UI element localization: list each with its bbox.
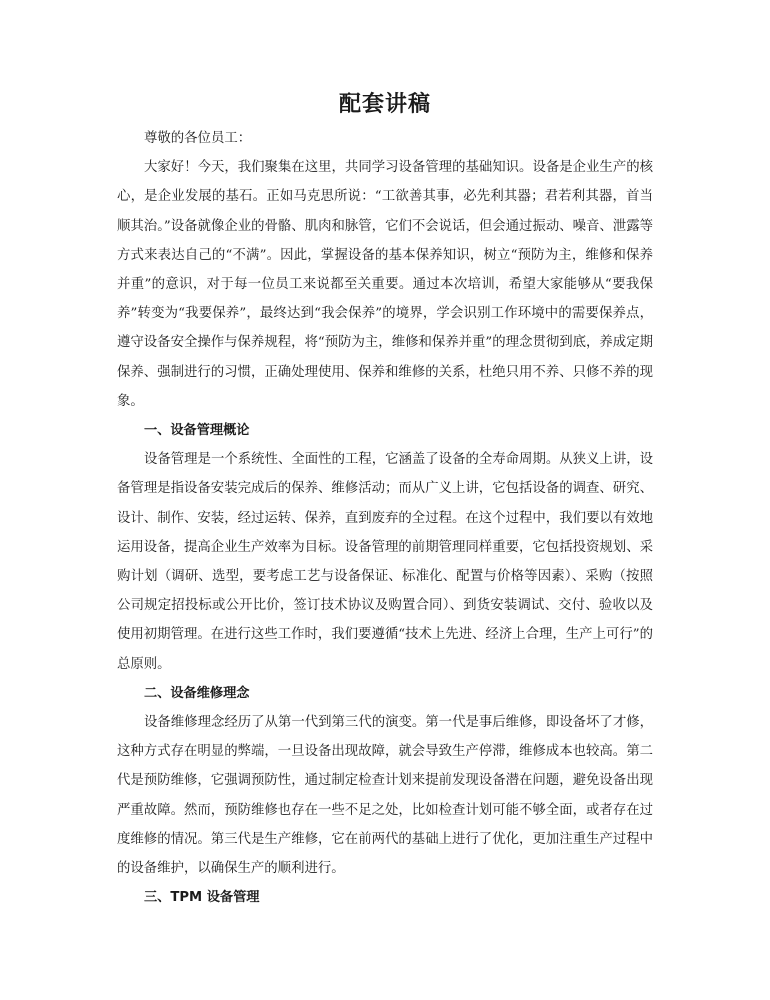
section-heading-maintenance-concept: 二、设备维修理念 <box>144 685 250 701</box>
section-heading-tpm: 三、TPM 设备管理 <box>144 890 260 906</box>
salutation: 尊敬的各位员工： <box>144 131 252 146</box>
paragraph-overview: 设备管理是一个系统性、全面性的工程，它涵盖了设备的全寿命周期。从狭义上讲，设备管理是指设备安装完成后的保养、维修活动；而从广义上讲，它包括设备的调查、研究、设计、制作、安装，经过运转、保养，直到废弃的全过程。在这个过程中，我们要以有效地运用设备，提高企业生产效率为目标。设备管理的前期管理同样重要，它包括投资规划、采购计划（调研、选型，要考虑工艺与设备保证、标准化、配置与价格等因素）、采购（按照公司规定招投标或公开比价，签订技术协议及购置合同）、到货安装调试、交付、验收以及使用初期管理。在进行这些工作时，我们要遵循“技术上先进、经济上合理，生产上可行”的总原则。 <box>117 452 653 672</box>
paragraph-intro: 大家好！今天，我们聚集在这里，共同学习设备管理的基础知识。设备是企业生产的核心，是企业发展的基石。正如马克思所说：“工欲善其事，必先利其器；君若利其器，首当顺其治。”设备就像企业的骨骼、肌肉和脉管，它们不会说话，但会通过振动、噪音、泄露等方式来表达自己的“不满”。因此，掌握设备的基本保养知识，树立“预防为主，维修和保养并重”的意识，对于每一位员工来说都至关重要。通过本次培训，希望大家能够从“要我保养”转变为“我要保养”，最终达到“我会保养”的境界，学会识别工作环境中的需要保养点，遵守设备安全操作与保养规程，将“预防为主，维修和保养并重”的理念贯彻到底，养成定期保养、强制进行的习惯，正确处理使用、保养和维修的关系，杜绝只用不养、只修不养的现象。 <box>117 160 653 409</box>
section-heading-overview: 一、设备管理概论 <box>144 423 250 439</box>
paragraph-maintenance-concept: 设备维修理念经历了从第一代到第三代的演变。第一代是事后维修，即设备坏了才修，这种方式存在明显的弊端，一旦设备出现故障，就会导致生产停滞，维修成本也较高。第二代是预防维修，它强调预防性，通过制定检查计划来提前发现设备潜在问题，避免设备出现严重故障。然而，预防维修也存在一些不足之处，比如检查计划可能不够全面，或者存在过度维修的情况。第三代是生产维修，它在前两代的基础上进行了优化，更加注重生产过程中的设备维护，以确保生产的顺利进行。 <box>117 715 653 877</box>
document-body <box>117 124 653 912</box>
document-title: 配套讲稿 <box>338 91 431 117</box>
